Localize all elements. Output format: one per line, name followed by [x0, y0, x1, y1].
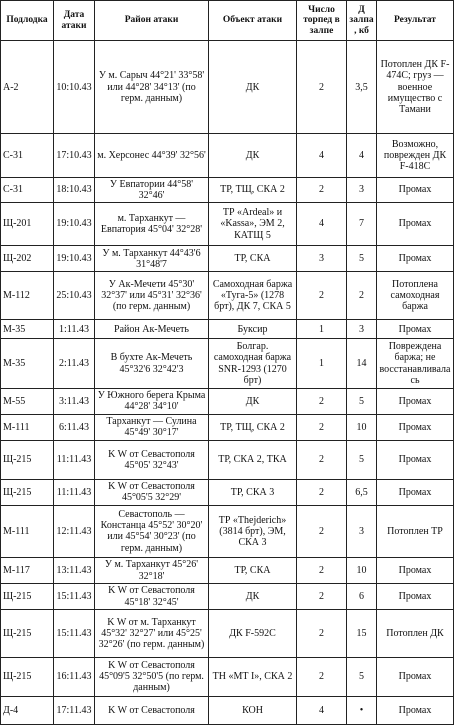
target-cell: ТР «Thejderich» (3814 брт), ЭМ, СКА 3 — [209, 505, 297, 557]
torpedoes-cell: 2 — [297, 558, 347, 584]
submarine-cell: М-35 — [1, 339, 54, 389]
result-cell: Промах — [377, 319, 454, 339]
torpedoes-cell: 2 — [297, 505, 347, 557]
torpedoes-cell: 2 — [297, 272, 347, 320]
table-row — [1, 272, 454, 320]
submarine-cell: М-117 — [1, 558, 54, 584]
header-distance: Д залпа, кб — [347, 1, 377, 41]
submarine-cell: М-111 — [1, 505, 54, 557]
distance-cell: 5 — [347, 440, 377, 479]
distance-cell: 5 — [347, 657, 377, 696]
date-cell: 13:11.43 — [54, 558, 95, 584]
target-cell: ДК — [209, 134, 297, 177]
torpedoes-cell: 2 — [297, 414, 347, 440]
distance-cell: 3 — [347, 505, 377, 557]
result-cell: Потоплен ДК — [377, 610, 454, 658]
torpedoes-cell: 2 — [297, 177, 347, 202]
target-cell: ТР «Ardeal» и «Kassa», ЭМ 2, КАТЩ 5 — [209, 202, 297, 245]
table-row — [1, 558, 454, 584]
result-cell: Потоплен ДК F-474C; груз — военное имущество с Тамани — [377, 41, 454, 134]
date-cell: 19:10.43 — [54, 246, 95, 272]
submarine-cell: М-112 — [1, 272, 54, 320]
torpedoes-cell: 1 — [297, 339, 347, 389]
distance-cell: 3 — [347, 319, 377, 339]
date-cell: 15:11.43 — [54, 610, 95, 658]
result-cell: Потоплен ТР — [377, 505, 454, 557]
table-header-row — [1, 1, 454, 41]
torpedoes-cell: 1 — [297, 319, 347, 339]
table-row — [1, 657, 454, 696]
result-cell: Промах — [377, 558, 454, 584]
area-cell: У м. Тарханкут 44°43'6 31°48'7 — [95, 246, 209, 272]
table-row — [1, 479, 454, 505]
target-cell: ТР, СКА — [209, 246, 297, 272]
header-torpedoes: Число торпед в залпе — [297, 1, 347, 41]
area-cell: У Евпатории 44°58' 32°46' — [95, 177, 209, 202]
submarine-cell: Щ-215 — [1, 440, 54, 479]
date-cell: 11:11.43 — [54, 440, 95, 479]
date-cell: 15:11.43 — [54, 584, 95, 610]
table-row — [1, 339, 454, 389]
date-cell: 17:10.43 — [54, 134, 95, 177]
date-cell: 18:10.43 — [54, 177, 95, 202]
torpedoes-cell: 2 — [297, 584, 347, 610]
table-row — [1, 202, 454, 245]
result-cell: Промах — [377, 440, 454, 479]
date-cell: 1:11.43 — [54, 319, 95, 339]
header-target: Объект атаки — [209, 1, 297, 41]
area-cell: м. Тарханкут — Евпатория 45°04' 32°28' — [95, 202, 209, 245]
header-area: Район атаки — [95, 1, 209, 41]
torpedoes-cell: 4 — [297, 134, 347, 177]
area-cell: Севастополь — Констанца 45°52' 30°20' или 45°54' 30°23' (по герм. данным) — [95, 505, 209, 557]
torpedoes-cell: 2 — [297, 440, 347, 479]
result-cell: Промах — [377, 177, 454, 202]
distance-cell: 6,5 — [347, 479, 377, 505]
date-cell: 11:11.43 — [54, 479, 95, 505]
submarine-cell: Щ-201 — [1, 202, 54, 245]
table-row — [1, 696, 454, 724]
target-cell: Буксир — [209, 319, 297, 339]
submarine-cell: Щ-202 — [1, 246, 54, 272]
distance-cell: • — [347, 696, 377, 724]
distance-cell: 7 — [347, 202, 377, 245]
distance-cell: 5 — [347, 388, 377, 414]
distance-cell: 4 — [347, 134, 377, 177]
date-cell: 2:11.43 — [54, 339, 95, 389]
torpedoes-cell: 3 — [297, 246, 347, 272]
table-row — [1, 414, 454, 440]
result-cell: Промах — [377, 414, 454, 440]
torpedoes-cell: 4 — [297, 696, 347, 724]
torpedoes-cell: 2 — [297, 41, 347, 134]
date-cell: 16:11.43 — [54, 657, 95, 696]
table-row — [1, 177, 454, 202]
area-cell: В бухте Ак-Мечеть 45°32'6 32°42'3 — [95, 339, 209, 389]
torpedoes-cell: 2 — [297, 657, 347, 696]
table-row — [1, 505, 454, 557]
submarine-cell: Д-4 — [1, 696, 54, 724]
result-cell: Промах — [377, 696, 454, 724]
table-row — [1, 319, 454, 339]
table-row — [1, 41, 454, 134]
torpedoes-cell: 2 — [297, 610, 347, 658]
result-cell: Промах — [377, 202, 454, 245]
area-cell: K W от м. Тарханкут 45°32' 32°27' или 45°25' 32°26' (по герм. данным) — [95, 610, 209, 658]
area-cell: м. Херсонес 44°39' 32°56' — [95, 134, 209, 177]
submarine-cell: С-31 — [1, 134, 54, 177]
distance-cell: 14 — [347, 339, 377, 389]
torpedoes-cell: 2 — [297, 479, 347, 505]
table-row — [1, 246, 454, 272]
result-cell: Промах — [377, 479, 454, 505]
result-cell: Промах — [377, 657, 454, 696]
table-row — [1, 388, 454, 414]
target-cell: Самоходная баржа «Туга-5» (1278 брт), ДК 7, СКА 5 — [209, 272, 297, 320]
area-cell: K W от Севастополя 45°05'5 32°29' — [95, 479, 209, 505]
distance-cell: 6 — [347, 584, 377, 610]
distance-cell: 3,5 — [347, 41, 377, 134]
area-cell: У м. Сарыч 44°21' 33°58' или 44°28' 34°13' (по герм. данным) — [95, 41, 209, 134]
result-cell: Промах — [377, 388, 454, 414]
target-cell: ТР, ТЩ, СКА 2 — [209, 177, 297, 202]
area-cell: K W от Севастополя 45°05' 32°43' — [95, 440, 209, 479]
target-cell: ТР, СКА 2, ТКА — [209, 440, 297, 479]
result-cell: Возможно, поврежден ДК F-418C — [377, 134, 454, 177]
area-cell: Тарханкут — Сулина 45°49' 30°17' — [95, 414, 209, 440]
submarine-cell: М-55 — [1, 388, 54, 414]
date-cell: 3:11.43 — [54, 388, 95, 414]
area-cell: Район Ак-Мечеть — [95, 319, 209, 339]
date-cell: 10:10.43 — [54, 41, 95, 134]
table-row — [1, 440, 454, 479]
result-cell: Повреждена баржа; не восстанавливалась — [377, 339, 454, 389]
distance-cell: 10 — [347, 414, 377, 440]
target-cell: ДК — [209, 41, 297, 134]
submarine-cell: Щ-215 — [1, 584, 54, 610]
date-cell: 19:10.43 — [54, 202, 95, 245]
header-result: Результат — [377, 1, 454, 41]
date-cell: 17:11.43 — [54, 696, 95, 724]
distance-cell: 5 — [347, 246, 377, 272]
distance-cell: 10 — [347, 558, 377, 584]
header-date: Дата атаки — [54, 1, 95, 41]
submarine-cell: С-31 — [1, 177, 54, 202]
torpedoes-cell: 4 — [297, 202, 347, 245]
area-cell: K W от Севастополя 45°18' 32°45' — [95, 584, 209, 610]
submarine-cell: Щ-215 — [1, 610, 54, 658]
distance-cell: 15 — [347, 610, 377, 658]
target-cell: ТР, СКА — [209, 558, 297, 584]
submarine-cell: М-111 — [1, 414, 54, 440]
target-cell: Болгар. самоходная баржа SNR-1293 (1270 брт) — [209, 339, 297, 389]
date-cell: 25:10.43 — [54, 272, 95, 320]
result-cell: Промах — [377, 584, 454, 610]
area-cell: У м. Тарханкут 45°26' 32°18' — [95, 558, 209, 584]
header-submarine: Подлодка — [1, 1, 54, 41]
target-cell: ТН «МТ I», СКА 2 — [209, 657, 297, 696]
area-cell: У Ак-Мечети 45°30' 32°37' или 45°31' 32°36' (по герм. данным) — [95, 272, 209, 320]
table-body — [1, 41, 454, 725]
date-cell: 6:11.43 — [54, 414, 95, 440]
result-cell: Промах — [377, 246, 454, 272]
submarine-cell: А-2 — [1, 41, 54, 134]
target-cell: КОН — [209, 696, 297, 724]
area-cell: У Южного берега Крыма 44°28' 34°10' — [95, 388, 209, 414]
submarine-cell: Щ-215 — [1, 657, 54, 696]
distance-cell: 3 — [347, 177, 377, 202]
result-cell: Потоплена самоходная баржа — [377, 272, 454, 320]
distance-cell: 2 — [347, 272, 377, 320]
date-cell: 12:11.43 — [54, 505, 95, 557]
torpedoes-cell: 2 — [297, 388, 347, 414]
target-cell: ДК F-592C — [209, 610, 297, 658]
target-cell: ТР, ТЩ, СКА 2 — [209, 414, 297, 440]
table-row — [1, 584, 454, 610]
table-row — [1, 610, 454, 658]
table-row — [1, 134, 454, 177]
target-cell: ДК — [209, 388, 297, 414]
area-cell: K W от Севастополя 45°09'5 32°50'5 (по герм. данным) — [95, 657, 209, 696]
submarine-cell: Щ-215 — [1, 479, 54, 505]
target-cell: ТР, СКА 3 — [209, 479, 297, 505]
target-cell: ДК — [209, 584, 297, 610]
submarine-cell: М-35 — [1, 319, 54, 339]
area-cell: K W от Севастополя — [95, 696, 209, 724]
